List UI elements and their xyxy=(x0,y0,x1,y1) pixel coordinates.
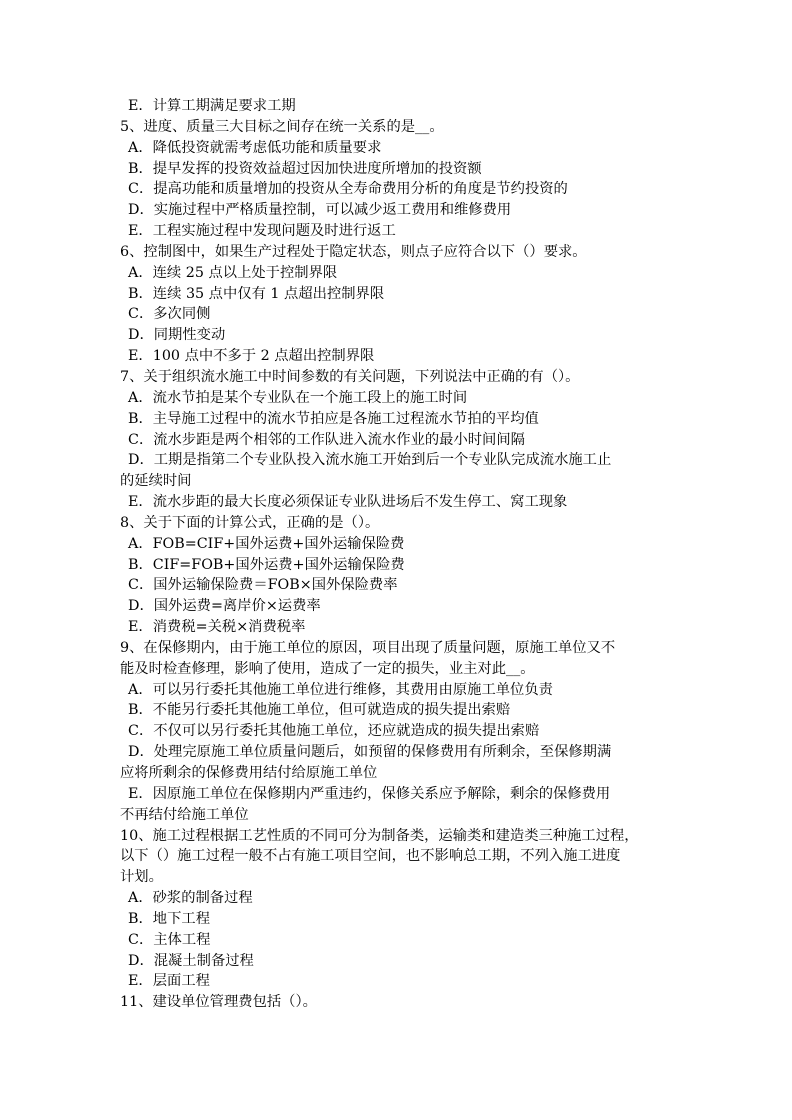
question-stem: 11、建设单位管理费包括（）。 xyxy=(120,994,317,1011)
answer-option: A．FOB=CIF+国外运费+国外运输保险费 xyxy=(128,535,405,552)
answer-option: E．因原施工单位在保修期内严重违约，保修关系应予解除，剩余的保修费用 xyxy=(128,785,611,802)
answer-option: B．主导施工过程中的流水节拍应是各施工过程流水节拍的平均值 xyxy=(128,410,539,427)
answer-option: D．处理完原施工单位质量问题后，如预留的保修费用有所剩余，至保修期满 xyxy=(128,744,612,761)
answer-option: D．工期是指第二个专业队投入流水施工开始到后一个专业队完成流水施工止 xyxy=(128,452,612,469)
answer-option: D．混凝土制备过程 xyxy=(128,952,254,969)
question-stem: 10、施工过程根据工艺性质的不同可分为制备类，运输类和建造类三种施工过程， xyxy=(120,827,639,844)
text-continuation: 以下（）施工过程一般不占有施工项目空间，也不影响总工期，不列入施工进度 xyxy=(120,848,621,865)
document-page xyxy=(120,96,676,1013)
answer-option: B．地下工程 xyxy=(128,910,210,927)
text-continuation: 能及时检查修理，影响了使用，造成了一定的损失，业主对此__。 xyxy=(120,660,535,677)
answer-option: A．连续 25 点以上处于控制界限 xyxy=(128,264,338,281)
answer-option: A．流水节拍是某个专业队在一个施工段上的施工时间 xyxy=(128,389,468,406)
answer-option: B．提早发挥的投资效益超过因加快进度所增加的投资额 xyxy=(128,160,482,177)
answer-option: B．不能另行委托其他施工单位，但可就造成的损失提出索赔 xyxy=(128,702,511,719)
answer-option: C．国外运输保险费＝FOB×国外保险费率 xyxy=(128,577,398,594)
answer-option: E．层面工程 xyxy=(128,973,210,990)
text-continuation: 计划。 xyxy=(120,869,163,886)
text-continuation: 不再结付给施工单位 xyxy=(120,806,249,823)
answer-option: A．降低投资就需考虑低功能和质量要求 xyxy=(128,139,382,156)
question-stem: 8、关于下面的计算公式，正确的是（）。 xyxy=(120,514,380,531)
answer-option: A．可以另行委托其他施工单位进行维修，其费用由原施工单位负责 xyxy=(128,681,553,698)
question-stem: 6、控制图中，如果生产过程处于隐定状态，则点子应符合以下（）要求。 xyxy=(120,243,587,260)
question-stem: 9、在保修期内，由于施工单位的原因，项目出现了质量问题，原施工单位又不 xyxy=(120,639,616,656)
answer-option: D．国外运费=离岸价×运费率 xyxy=(128,598,321,615)
answer-option: E．流水步距的最大长度必须保证专业队进场后不发生停工、窝工现象 xyxy=(128,494,568,511)
answer-option: C．流水步距是两个相邻的工作队进入流水作业的最小时间间隔 xyxy=(128,431,525,448)
answer-option: C．不仅可以另行委托其他施工单位，还应就造成的损失提出索赔 xyxy=(128,723,540,740)
answer-option: B．连续 35 点中仅有 1 点超出控制界限 xyxy=(128,285,385,302)
answer-option: C．主体工程 xyxy=(128,931,211,948)
answer-option: E．工程实施过程中发现问题及时进行返工 xyxy=(128,223,396,240)
answer-option: E．计算工期满足要求工期 xyxy=(128,98,296,114)
text-continuation: 应将所剩余的保修费用结付给原施工单位 xyxy=(120,765,378,781)
text-continuation: 的延续时间 xyxy=(120,473,192,490)
question-stem: 7、关于组织流水施工中时间参数的有关问题，下列说法中正确的有（）。 xyxy=(120,368,580,385)
answer-option: D．实施过程中严格质量控制，可以减少返工费用和维修费用 xyxy=(128,202,512,219)
question-stem: 5、进度、质量三大目标之间存在统一关系的是__。 xyxy=(120,118,444,135)
answer-option: E．消费税=关税×消费税率 xyxy=(128,619,306,636)
answer-option: B．CIF=FOB+国外运费+国外运输保险费 xyxy=(128,556,405,573)
answer-option: C．提高功能和质量增加的投资从全寿命费用分析的角度是节约投资的 xyxy=(128,181,568,198)
answer-option: E．100 点中不多于 2 点超出控制界限 xyxy=(128,348,375,365)
answer-option: A．砂浆的制备过程 xyxy=(128,890,253,907)
answer-option: C．多次同侧 xyxy=(128,306,211,323)
answer-option: D．同期性变动 xyxy=(128,327,226,344)
